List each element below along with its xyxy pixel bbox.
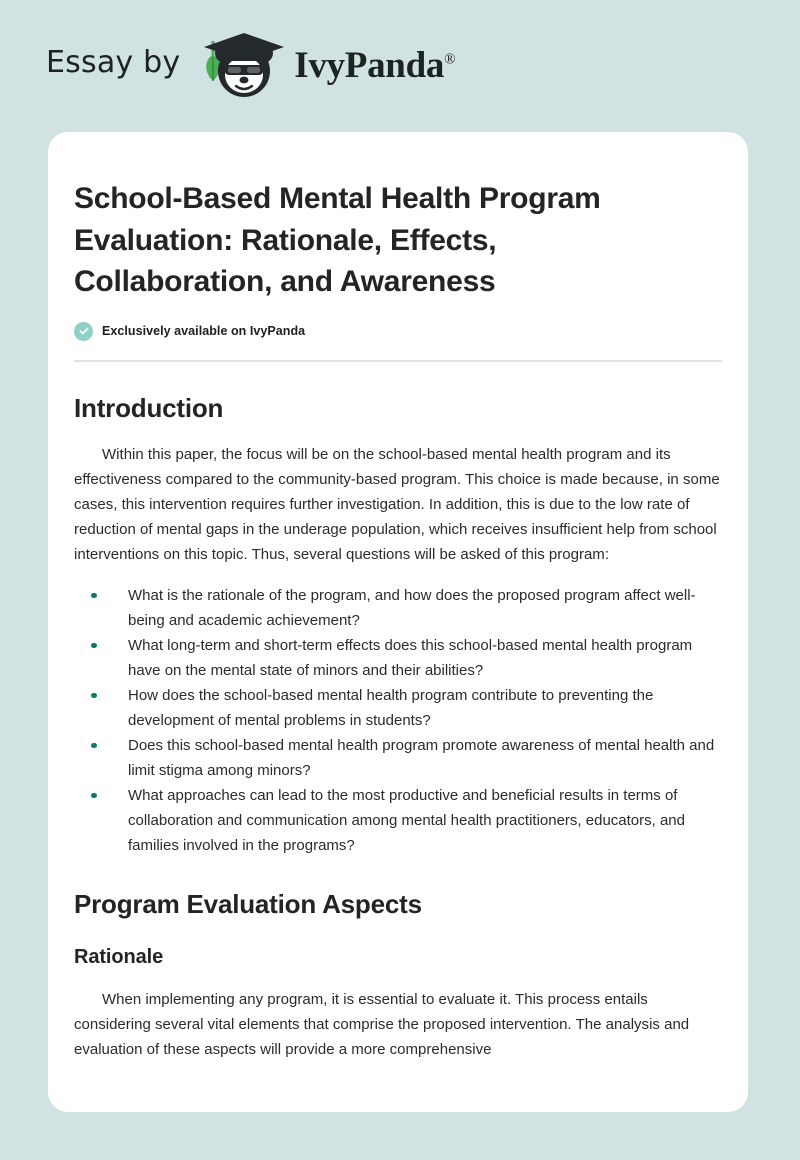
exclusive-availability-badge (74, 322, 722, 341)
registered-mark: ® (444, 51, 456, 68)
page-title: School-Based Mental Health Program Evaluation: Rationale, Effects, Collaboration, and Awareness (74, 182, 601, 298)
list-item (74, 583, 722, 633)
panda-graduate-logo-icon (192, 25, 290, 101)
heading-rationale: Rationale (74, 945, 164, 968)
list-item-text: What approaches can lead to the most productive and beneficial results in terms of collaboration and communication among mental health practitioners, educators, and families involved in the programs? (128, 786, 685, 854)
exclusive-availability-label: Exclusively available on IvyPanda (102, 324, 306, 338)
list-item (74, 683, 722, 733)
list-item (74, 733, 722, 783)
paragraph-introduction: Within this paper, the focus will be on the school-based mental health program and its effectiveness compared to the community-based program. This choice is made because, in some cases, this intervention requires further investigation. In addition, this is due to the low rate of reduction of mental gaps in the underage population, which receives insufficient help from school interventions on this topic. Thus, several questions will be asked of this program: (74, 445, 720, 563)
essay-card (48, 132, 748, 1112)
ivypanda-wordmark (294, 44, 456, 86)
check-circle-icon (74, 322, 93, 341)
list-item-text: How does the school-based mental health program contribute to preventing the development of mental problems in students? (128, 686, 654, 729)
bullet-icon (91, 693, 97, 699)
heading-introduction: Introduction (74, 392, 224, 423)
essay-card-content (48, 132, 748, 1062)
list-item-text: What long-term and short-term effects does this school-based mental health program have on the mental state of minors and their abilities? (128, 636, 693, 679)
brand-header (0, 0, 800, 132)
wordmark-text: IvyPanda (294, 44, 445, 86)
brand-logo-lockup[interactable] (46, 25, 455, 101)
paragraph-rationale: When implementing any program, it is essential to evaluate it. This process entails considering several vital elements that comprise the proposed intervention. The analysis and evaluation of these aspects will provide a more comprehensive (74, 990, 690, 1058)
list-item-text: What is the rationale of the program, and how does the proposed program affect well-being and academic achievement? (128, 586, 696, 629)
header-divider (74, 360, 722, 362)
bullet-icon (91, 643, 97, 649)
list-item-text: Does this school-based mental health program promote awareness of mental health and limit stigma among minors? (128, 736, 715, 779)
essay-by-label: Essay by (46, 45, 181, 80)
list-item (74, 633, 722, 683)
bullet-icon (91, 593, 97, 599)
research-questions-list (74, 583, 722, 858)
bullet-icon (91, 793, 97, 799)
heading-program-evaluation-aspects: Program Evaluation Aspects (74, 888, 422, 919)
bullet-icon (91, 743, 97, 749)
list-item (74, 783, 722, 858)
